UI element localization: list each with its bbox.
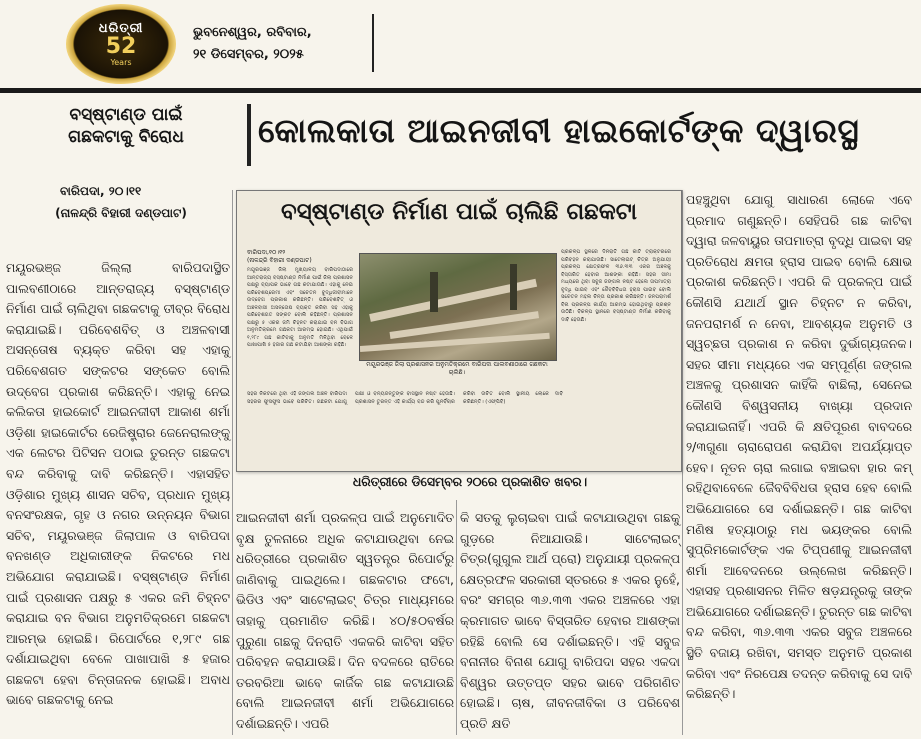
clipping-caption: ଧରିତ୍ରୀରେ ଡିସେମ୍ବର ୨୦ରେ ପ୍ରକାଶିତ ଖବର। [352, 474, 588, 489]
clipping-left-text: ମୟୂରଭଞ୍ଜ ଜିଲା ମୁଖ୍ୟାଳୟ ବାରିପଦାଠାରେ ଆନ୍ତରାଜ୍ୟ ବସ୍‌ଷ୍ଟାଣ୍ଡ ନିର୍ମାଣ ପାଇଁ ଜିଲା ପ୍ରଶାସନ ପକ୍ଷରୁ ବ୍ୟାପକ ଭାବେ ଗଛ କଟାଯାଉଛି। ଏହାକୁ ନେଇ ପରିବେଶପ୍ରେମୀ ଏବଂ ସଚେତନ ବୁଦ୍ଧିଜୀବୀମାନେ ଉଦ୍‌ବେଗ ପ୍ରକାଶ କରିଛନ୍ତି। ପରିବେଶବିତ୍ ଓ ଅଞ୍ଚଳବାସୀ ଅସନ୍ତୋଷ ବ୍ୟକ୍ତ କରିବା ସହ ଏହାକୁ ପରିବେଶଗତ ସଙ୍କଟ ବୋଲି କହିଛନ୍ତି। ପ୍ରଶାସନ ପକ୍ଷରୁ ୫ ଏକର ଜମି ଚିହ୍ନଟ କରାଯାଇ ବନ ବିଭାଗ ଅନୁମତିକ୍ରମେ ଗଛକଟା ଆରମ୍ଭ ହୋଇଛି। ଏଥିପାଇଁ ୧,୨୮୯ ଗଛ କାଟିବାକୁ ଅନୁମତି ମିଳିଥିବା ବେଳେ ପାଖାପାଖି ୫ ହଜାର ଗଛ କଟାଯିବା ଆଶଙ୍କା ରହିଛି। [247, 267, 353, 348]
headline-divider [247, 104, 251, 166]
byline-place-date: ବାରିପଦା, ୨୦।୧୧ [60, 184, 142, 198]
clipping-reporter: (ନାଳନ୍ଦ୍ରି ବିହାରୀ ଦଣ୍ଡପାଟ) [247, 257, 312, 264]
kicker-line-2: ଗଛକଟାକୁ ବିରୋଧ [68, 127, 184, 147]
main-headline: କୋଲକାତା ଆଇନଜୀବୀ ହାଇକୋର୍ଟଙ୍କ ଦ୍ୱାରସ୍ଥ [258, 111, 860, 150]
article-column-1: ମୟୂରଭଞ୍ଜ ଜିଲ୍ଲା ବାରିପଦାସ୍ଥିତ ପାଲବଣୀଠାରେ ଆନ୍ତରାଜ୍ୟ ବସ୍‌ଷ୍ଟାଣ୍ଡ ନିର୍ମାଣ ପାଇଁ ଚାଲିଥିବା ଗଛକଟାକୁ ତୀବ୍ର ବିରୋଧ କରାଯାଇଛି। ପରିବେଶବିତ୍ ଓ ଅଞ୍ଚଳବାସୀ ଅସନ୍ତୋଷ ବ୍ୟକ୍ତ କରିବା ସହ ଏହାକୁ ପରିବେଶଗତ ସଙ୍କଟର ସଙ୍କେତ ବୋଲି ଉଦ୍‌ବେଗ ପ୍ରକାଶ କରିଛନ୍ତି। ଏହାକୁ ନେଇ କଲିକତା ହାଇକୋର୍ଟ ଆଇନଜୀବୀ ଆକାଶ ଶର୍ମା ଓଡ଼ିଶା ହାଇକୋର୍ଟର ରେଜିଷ୍ଟ୍ରାର ଜେନେରାଲଙ୍କୁ ଏକ ଲେଟର ପିଟିସନ ପଠାଇ ତୁରନ୍ତ ଗଛକଟା ବନ୍ଦ କରିବାକୁ ଦାବି କରିଛନ୍ତି। ଏହାସହିତ ଓଡ଼ିଶାର ମୁଖ୍ୟ ଶାସନ ସଚିବ, ପ୍ରଧାନ ମୁଖ୍ୟ ବନସଂରକ୍ଷକ, ଗୃହ ଓ ନଗର ଉନ୍ନୟନ ବିଭାଗ ସଚିବ, ମୟୂରଭଞ୍ଜ ଜିଲାପାଳ ଓ ବାରିପଦା ବନଖଣ୍ଡ ଅଧିକାରୀଙ୍କ ନିକଟରେ ମଧ ଅଭିଯୋଗ କରାଯାଇଛି। ବସ୍‌ଷ୍ଟାଣ୍ଡ ନିର୍ମାଣ ପାଇଁ ପ୍ରଶାସନ ପକ୍ଷରୁ ୫ ଏକର ଜମି ଚିହ୍ନଟ କରାଯାଇ ବନ ବିଭାଗ ଅନୁମତିକ୍ରମେ ଗଛକଟା ଆରମ୍ଭ ହୋଇଛି। ରିପୋର୍ଟରେ ୧,୨୮୯ ଗଛ ଦର୍ଶାଯାଇଥିବା ବେଳେ ପାଖାପାଖି ୫ ହଜାର ଗଛକଟା ହେବା ଚିନ୍ତାଜନକ ହୋଇଛି। ଅବାଧ ଭାବେ ଗଛକଟାକୁ ନେଇ [6, 260, 230, 708]
clipping-bottom-text: ସହର ନିକଟରେ ଥିବା ଏହି ଜଙ୍ଗଲ ଅଞ୍ଚଳ ବାରିପଦା ସହରର ଫୁସଫୁସ ଭାବେ ପରିଚିତ। ଗଛକଟା ଯୋଗୁ ପକ୍ଷୀ ଓ ବନ୍ୟଜନ୍ତୁଙ୍କ ବାସସ୍ଥାନ ନଷ୍ଟ ହେଉଛି। ପ୍ରଶାସନ ତୁରନ୍ତ ଏହି କାର୍ଯ୍ୟ ବନ୍ଦ କରି ପୁନର୍ବିଚାର କରିବା ଉଚିତ ବୋଲି ସ୍ଥାନୀୟ ଲୋକେ ଦାବି କରିଛନ୍ତି। (ଏଫ୍‌ପିବି) [247, 391, 563, 405]
news-clipping [236, 190, 682, 472]
clipping-byline [247, 249, 353, 265]
byline-reporter: (ନାଳନ୍ଦ୍ରି ବିହାରୀ ଦଣ୍ଡପାଟ) [55, 206, 187, 220]
years-label: Years [110, 58, 132, 67]
dateline-place: ଭୁବନେଶ୍ୱର, ରବିବାର, [193, 25, 312, 40]
kicker-headline [6, 104, 246, 148]
clipping-photo-caption: ମୟୂରଭଞ୍ଜ ଜିଲା ପ୍ରଶାସନର ଅନୁମତିକ୍ରମେ ବାରିପଦା ପାଲବଣୀଠାରେ ଗଛକଟା ଚାଲିଛି। [366, 361, 548, 376]
dateline-date: ୨୧ ଡିସେମ୍ବର, ୨୦୨୫ [193, 47, 304, 62]
years-number: 52 [105, 34, 137, 59]
clipping-dateline: ବାରିପଦା,୧୦।୧୨ [247, 249, 286, 256]
clipping-photo [359, 253, 557, 361]
brand-name: ଧରିତ୍ରୀ [98, 21, 144, 36]
top-rule [0, 88, 921, 93]
column-rule [682, 190, 683, 735]
anniversary-badge [66, 4, 176, 84]
masthead-divider [372, 14, 374, 72]
clipping-right-text: ପ୍ରକଳ୍ପ ସ୍ଥଳରେ ଦିନରାତି ଗଛ କାଟି ଟ୍ରାକ୍ଟରରେ ପରିବହନ କରାଯାଉଛି। ସାଟେଲାଇଟ୍ ଚିତ୍ର ଅନୁଯାୟୀ ପ୍ରକଳ୍ପ କ୍ଷେତ୍ରଫଳ ୩୬.୩୩ ଏକର ଅଞ୍ଚଳକୁ ବିସ୍ତାରିତ ହେବାର ଆଶଙ୍କା ରହିଛି। ସହର ସୀମା ମଧ୍ୟରେ ଥିବା ସବୁଜ ଜଙ୍ଗଲ ନଷ୍ଟ ହେଲେ ତାପମାତ୍ରା ବୃଦ୍ଧି ପାଇବ ଏବଂ ଜୈବବିବିଧତା ହ୍ରାସ ପାଇବ ବୋଲି ସଚେତନ ମହଲ ଚିନ୍ତା ପ୍ରକାଶ କରିଛନ୍ତି। ଜନପରାମର୍ଶ ବିନା ପ୍ରକଳ୍ପ କାର୍ଯ୍ୟ ଆରମ୍ଭ ହୋଇଥିବାରୁ ପ୍ରଶ୍ନ ଉଠିଛି। ବିକଳ୍ପ ସ୍ଥାନରେ ବସ୍‌ଷ୍ଟାଣ୍ଡ ନିର୍ମାଣ କରିବାକୁ ଦାବି ହେଉଛି। [561, 249, 671, 323]
article-column-2: ଆଇନଜୀବୀ ଶର୍ମା ପ୍ରକଳ୍ପ ପାଇଁ ଅନୁମୋଦିତ ବୃକ୍ଷ ତୁଳନାରେ ଅଧିକ କଟାଯାଉଥିବା ନେଇ ଧରିତ୍ରୀରେ ପ୍ରକାଶିତ ସ୍ୱତନ୍ତ୍ର ରିପୋର୍ଟରୁ ଜାଣିବାକୁ ପାଇଥିଲେ। ଗଛକଟାର ଫଟୋ, ଭିଡିଓ ଏବଂ ସାଟେଲାଇଟ୍ ଚିତ୍ର ମାଧ୍ୟମରେ ତାହାକୁ ପ୍ରମାଣିତ କରିଛି। ୪୦/୫୦ବର୍ଷର ପୁରୁଣା ଗଛକୁ ଦିନରାତି ଏକକରି କାଟିବା ସହିତ ପରିବହନ କରାଯାଉଛି। ଦିନ ବଦଳରେ ରାତିରେ ତରବରିଆ ଭାବେ କାର୍ଜିକ ଗଛ କଟାଯାଉଛି ବୋଲି ଆଇନଜୀବୀ ଶର୍ମା ଅଭିଯୋଗରେ ଦର୍ଶାଇଛନ୍ତି। ଏପରି [236, 510, 454, 731]
clipping-headline: ବସ୍‌ଷ୍ଟାଣ୍ଡ ନିର୍ମାଣ ପାଇଁ ଚାଲିଛି ଗଛକଟା [281, 199, 637, 225]
article-column-4: ପହଞ୍ଚୁଥିବା ଯୋଗୁ ସାଧାରଣ ଲୋକେ ଏବେ ପ୍ରମାଦ ଗଣୁଛନ୍ତି। ସେହିପରି ଗଛ କାଟିବା ଦ୍ୱାରା ଜଳବାୟୁର ତାପମାତ୍ରା ବୃଦ୍ଧି ପାଇବା ସହ ପ୍ରତିରୋଧ କ୍ଷମତା ହ୍ରାସ ପାଇବ ବୋଲି କ୍ଷୋଭ ପ୍ରକାଶ କରିଛନ୍ତି। ଏପରି କି ପ୍ରକଳ୍ପ ପାଇଁ କୌଣସି ଯଥାର୍ଥ ସ୍ଥାନ ଚିହ୍ନଟ ନ କରିବା, ଜନପରାମର୍ଶ ନ ନେବା, ଆବଶ୍ୟକ ଅନୁମତି ଓ ସ୍ୱଚ୍ଛତା ପ୍ରକାଶ ନ କରିବା ଦୁର୍ଭାଗ୍ୟଜନକ। ସହର ସୀମା ମଧ୍ୟରେ ଏକ ସମ୍ପୂର୍ଣ୍ଣ ଜଙ୍ଗଲ ଅଞ୍ଚଳକୁ ପ୍ରଶାସନ କାହିଁକି ବାଛିଲା, ସେନେଇ କୌଣସି ବିଶ୍ୱସନୀୟ ବାଖ୍ୟା ପ୍ରଦାନ କରାଯାଇନାହିଁ। ଏପରି କି କ୍ଷତିପୂରଣ ବାବଦରେ ୨/୩ଗୁଣା ଚାରାରୋପଣ କରାଯିବା ଅପର୍ଯ୍ୟାପ୍ତ ହେବ। ନୂତନ ଚାରା ଲଗାଇ ବଞ୍ଚାଇବା ହାର କମ୍ ରହିଥିବାବେଳେ ଜୈବବିବିଧତା ହ୍ରାସ ହେବ ବୋଲି ଅଭିଯୋଗରେ ସେ ଦର୍ଶାଇଛନ୍ତି। ଗଛ କାଟିବା ମଣିଷ ହତ୍ୟାଠାରୁ ମଧ ଭୟଙ୍କର ବୋଲି ସୁପ୍ରିମକୋର୍ଟଙ୍କ ଏକ ଟିପ୍ପଣୀକୁ ଆଇନଜୀବୀ ଶର୍ମା ଆବେଦନରେ ଉଲ୍ଲେଖ କରିଛନ୍ତି। ଏହାସହ ପ୍ରଶାସନର ମିଳିତ ଷଡ଼ଯନ୍ତ୍ରକୁ ତାଙ୍କ ଅଭିଯୋଗରେ ଦର୍ଶାଇଛନ୍ତି। ତୁରନ୍ତ ଗଛ କାଟିବା ବନ୍ଦ କରିବା, ୩୬.୩୩ ଏକର ସବୁଜ ଅଞ୍ଚଳରେ ସ୍ଥିତି ବଜାୟ ରଖିବା, ସମସ୍ତ ଅନୁମତି ପ୍ରକାଶ କରିବା ଏବଂ ନିରପେକ୍ଷ ତଦନ୍ତ କରିବାକୁ ସେ ଦାବି କରିଛନ୍ତି। [686, 192, 912, 702]
article-column-3: କି ସତକୁ ଲୁଚାଇବା ପାଇଁ କଟାଯାଉଥିବା ଗଛକୁ ଗୁଡ଼ରେ ନିଆଯାଉଛି। ସାଟେଲାଇଟ୍ ଚିତ୍ର(ଗୁଗୁଲ ଆର୍ଥ ପ୍ରୋ) ଅନୁଯାୟୀ ପ୍ରକଳ୍ପ କ୍ଷେତ୍ରଫଳ ସରକାରୀ ସ୍ତରରେ ୫ ଏକର ନୁହେଁ, ବରଂ ସମଗ୍ର ୩୬.୩୩ ଏକର ଅଞ୍ଚଳରେ ଏହା କ୍ରମାଗତ ଭାବେ ବିସ୍ତାରିତ ହେବାର ଆଶଙ୍କା ରହିଛି ବୋଲି ସେ ଦର୍ଶାଇଛନ୍ତି। ଏହି ସବୁଜ ବନାନୀର ବିନାଶ ଯୋଗୁ ବାରିପଦା ସହର ଏକଦା ବିଶ୍ୱର ଉତ୍ତପ୍ତ ସହର ଭାବେ ପରିଗଣିତ ହୋଇଛି। ଚାଷ, ଜୀବନଜୀବିକା ଓ ପରିବେଶ ପ୍ରତି କ୍ଷତି [460, 510, 680, 731]
kicker-line-1: ବସ୍‌ଷ୍ଟାଣ୍ଡ ପାଇଁ [69, 105, 183, 125]
column-rule [232, 190, 233, 735]
column-rule [456, 500, 457, 735]
dateline [193, 22, 312, 66]
